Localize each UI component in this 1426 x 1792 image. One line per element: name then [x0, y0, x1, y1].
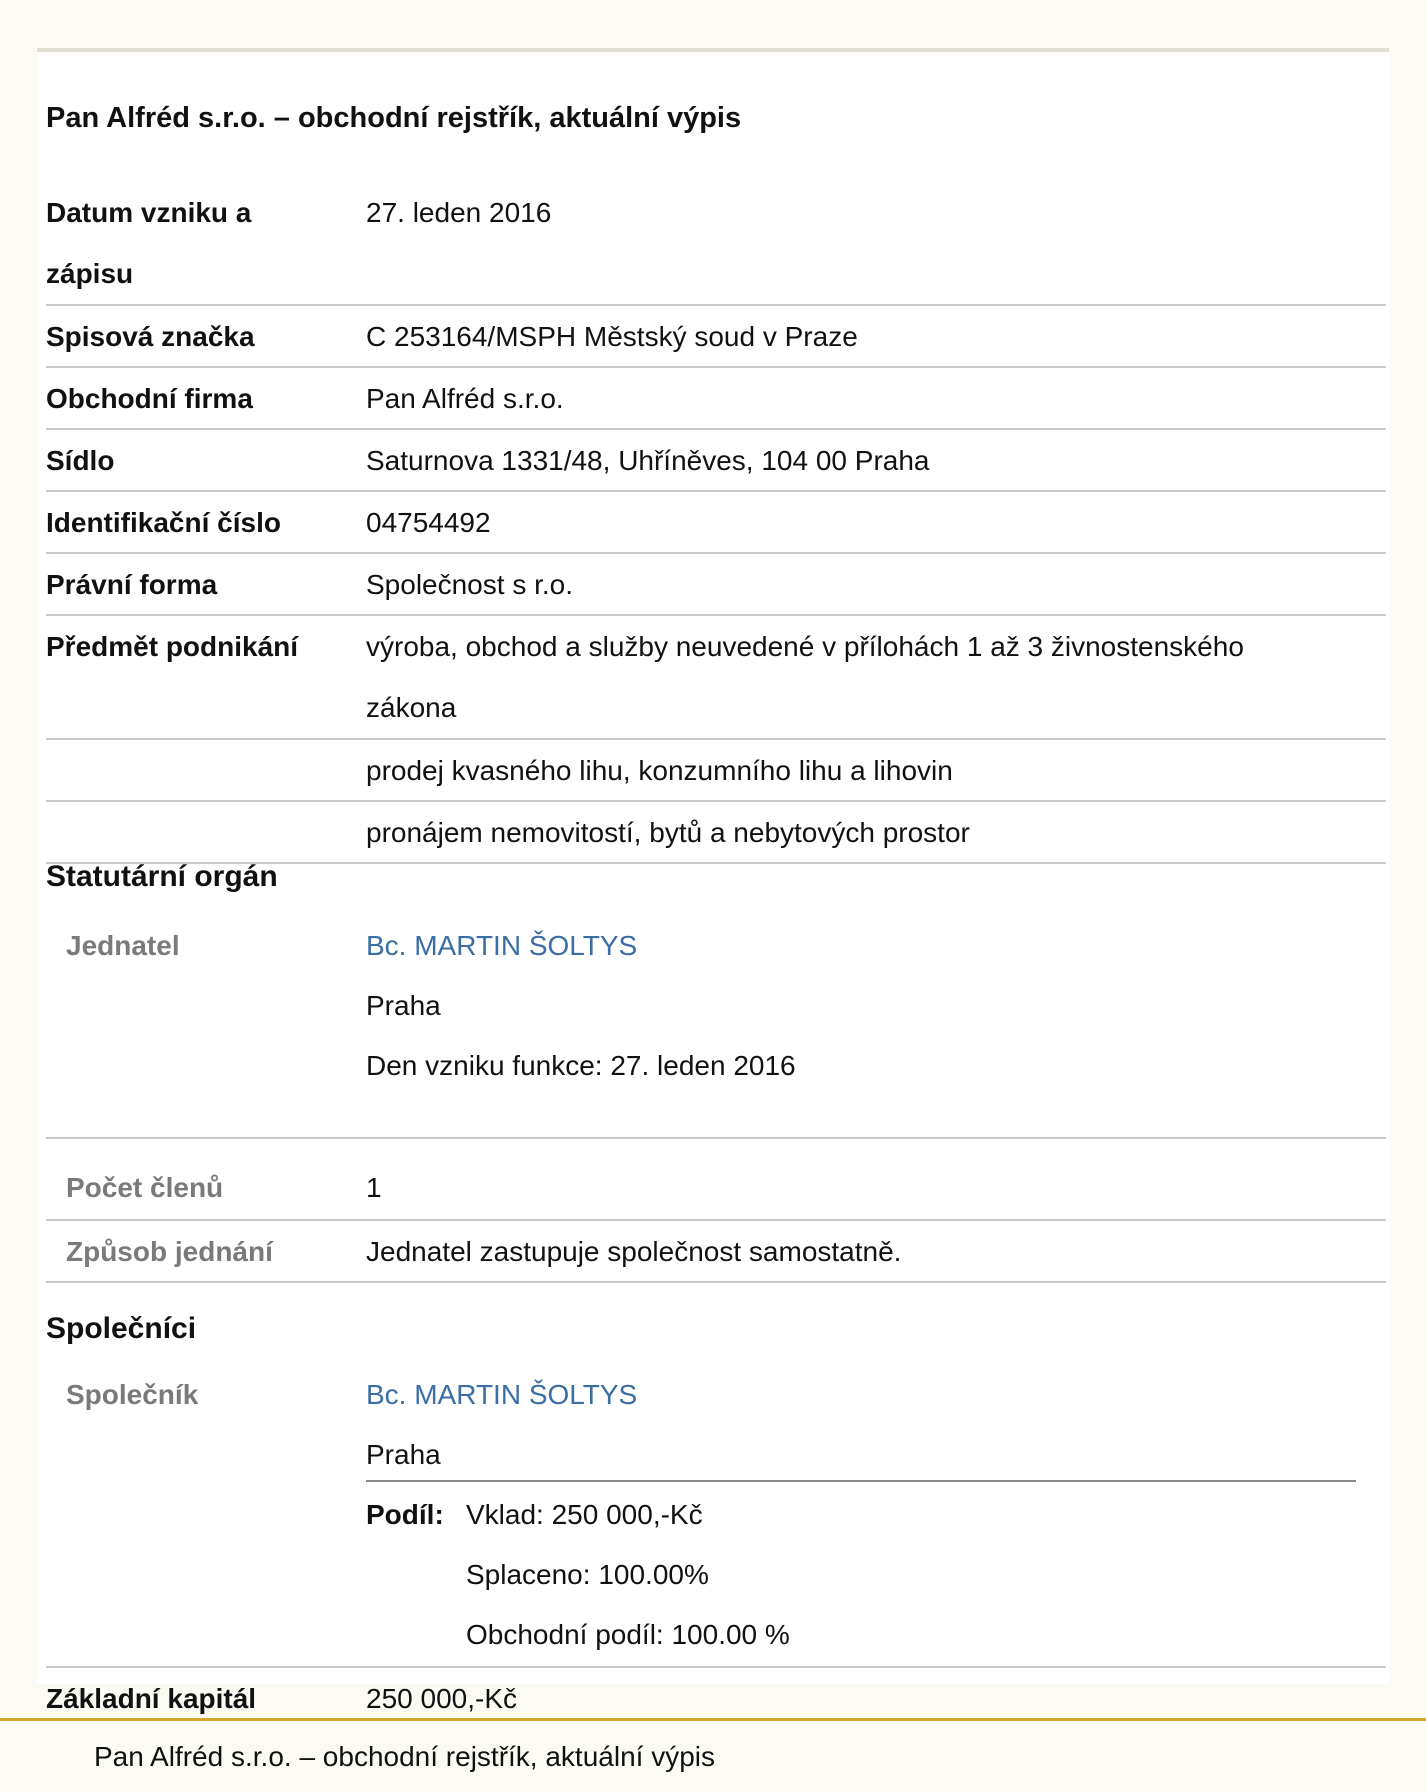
- row-seat-label: Sídlo: [46, 445, 115, 476]
- share-business-share: Obchodní podíl: 100.00 %: [466, 1619, 790, 1650]
- row-legal-form-value: Společnost s r.o.: [366, 569, 574, 600]
- row-file-number: [46, 306, 1386, 368]
- executive-block: [46, 915, 1386, 1139]
- row-member-count: [46, 1161, 1386, 1221]
- executive-label: Jednatel: [66, 930, 180, 961]
- row-date: [46, 182, 1386, 306]
- business-activity-item: pronájem nemovitostí, bytů a nebytových prostor: [366, 817, 970, 848]
- business-activity-item: prodej kvasného lihu, konzumního lihu a lihovin: [366, 755, 953, 786]
- row-firm-label: Obchodní firma: [46, 383, 253, 414]
- row-business-activity: [46, 616, 1386, 740]
- row-acting-manner: [46, 1221, 1386, 1283]
- executive-name-link[interactable]: Bc. MARTIN ŠOLTYS: [366, 930, 638, 961]
- registered-capital-label: Základní kapitál: [46, 1683, 257, 1714]
- section-title-partners: Společníci: [46, 1312, 197, 1345]
- share-deposit: Vklad: 250 000,-Kč: [466, 1499, 703, 1530]
- footer: [0, 1718, 1426, 1792]
- extract-panel: [37, 48, 1389, 1714]
- member-count-value: 1: [366, 1172, 382, 1203]
- partner-block: [46, 1364, 1386, 1668]
- row-legal-form-label: Právní forma: [46, 569, 218, 600]
- registered-capital-value: 250 000,-Kč: [366, 1683, 517, 1714]
- acting-manner-value: Jednatel zastupuje společnost samostatně.: [366, 1236, 902, 1267]
- row-business-activity-2: [46, 740, 1386, 802]
- partner-city: Praha: [366, 1439, 441, 1470]
- row-seat-value: Saturnova 1331/48, Uhříněves, 104 00 Praha: [366, 445, 930, 476]
- footer-title: Pan Alfréd s.r.o. – obchodní rejstřík, aktuální výpis: [94, 1741, 715, 1772]
- member-count-label: Počet členů: [66, 1172, 224, 1203]
- row-legal-form: [46, 554, 1386, 616]
- row-file-number-value: C 253164/MSPH Městský soud v Praze: [366, 321, 858, 352]
- partner-divider: [366, 1480, 1356, 1482]
- row-date-value: 27. leden 2016: [366, 197, 552, 228]
- executive-function-since: Den vzniku funkce: 27. leden 2016: [366, 1050, 796, 1081]
- partner-name-link[interactable]: Bc. MARTIN ŠOLTYS: [366, 1379, 638, 1410]
- row-business-activity-3: [46, 802, 1386, 864]
- share-label: Podíl:: [366, 1499, 444, 1530]
- row-firm-value: Pan Alfréd s.r.o.: [366, 383, 564, 414]
- row-file-number-label: Spisová značka: [46, 321, 255, 352]
- row-id-number-value: 04754492: [366, 507, 491, 538]
- business-activity-item: výroba, obchod a služby neuvedené v přílohách 1 až 3 živnostenského zákona: [366, 631, 1244, 723]
- acting-manner-label: Způsob jednání: [66, 1236, 273, 1267]
- executive-city: Praha: [366, 990, 441, 1021]
- section-title-statutory: Statutární orgán: [46, 860, 278, 893]
- page-title: Pan Alfréd s.r.o. – obchodní rejstřík, aktuální výpis: [46, 102, 742, 134]
- partner-label: Společník: [66, 1379, 199, 1410]
- row-business-activity-label: Předmět podnikání: [46, 631, 299, 662]
- row-id-number-label: Identifikační číslo: [46, 507, 281, 538]
- row-firm: [46, 368, 1386, 430]
- row-date-label: Datum vzniku a zápisu: [46, 197, 252, 289]
- row-seat: [46, 430, 1386, 492]
- row-id-number: [46, 492, 1386, 554]
- share-paid: Splaceno: 100.00%: [466, 1559, 709, 1590]
